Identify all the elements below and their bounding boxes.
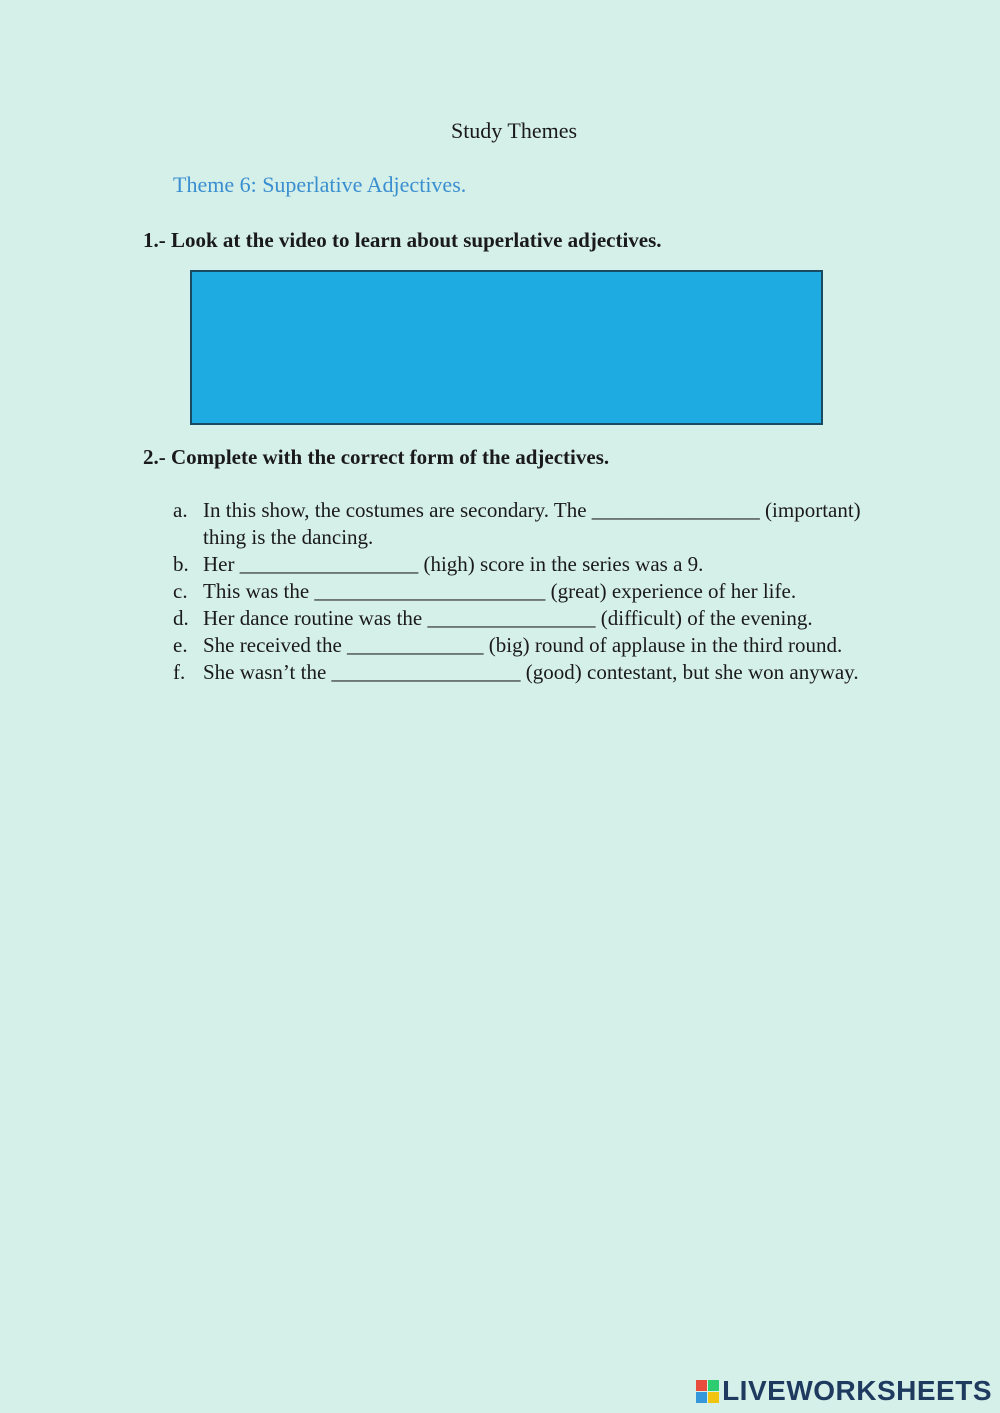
brand-text: LIVEWORKSHEETS <box>722 1375 992 1406</box>
video-player[interactable] <box>190 270 823 425</box>
item-text: She wasn’t the __________________ (good) contestant, but she won anyway. <box>203 660 859 684</box>
item-letter: c. <box>173 579 188 603</box>
item-text: Her dance routine was the ________________ (difficult) of the evening. <box>203 606 813 630</box>
item-text: In this show, the costumes are secondary. The ________________ (important) thing is the dancing. <box>203 498 861 549</box>
exercise-item-d <box>173 605 873 632</box>
logo-cell <box>696 1380 707 1391</box>
exercise-item-f <box>173 659 873 686</box>
exercise-item-b <box>173 551 873 578</box>
theme-title: Theme 6: Superlative Adjectives. <box>173 172 467 197</box>
page-title: Study Themes <box>450 118 578 143</box>
section-1-heading: 1.- Look at the video to learn about superlative adjectives. <box>143 228 662 252</box>
exercise-item-c <box>173 578 873 605</box>
item-text: Her _________________ (high) score in the series was a 9. <box>203 552 704 576</box>
liveworksheets-logo-icon <box>696 1380 719 1403</box>
item-letter: b. <box>173 552 189 576</box>
exercise-item-a <box>173 497 873 551</box>
item-letter: a. <box>173 498 188 522</box>
exercise-list <box>173 497 873 686</box>
section-2-heading: 2.- Complete with the correct form of the adjectives. <box>143 445 610 469</box>
logo-cell <box>708 1380 719 1391</box>
item-letter: f. <box>173 660 186 684</box>
logo-cell <box>696 1392 707 1403</box>
item-text: She received the _____________ (big) round of applause in the third round. <box>203 633 843 657</box>
exercise-item-e <box>173 632 873 659</box>
liveworksheets-brand <box>696 1375 992 1407</box>
logo-cell <box>708 1392 719 1403</box>
item-text: This was the ______________________ (great) experience of her life. <box>203 579 797 603</box>
item-letter: e. <box>173 633 188 657</box>
item-letter: d. <box>173 606 189 630</box>
